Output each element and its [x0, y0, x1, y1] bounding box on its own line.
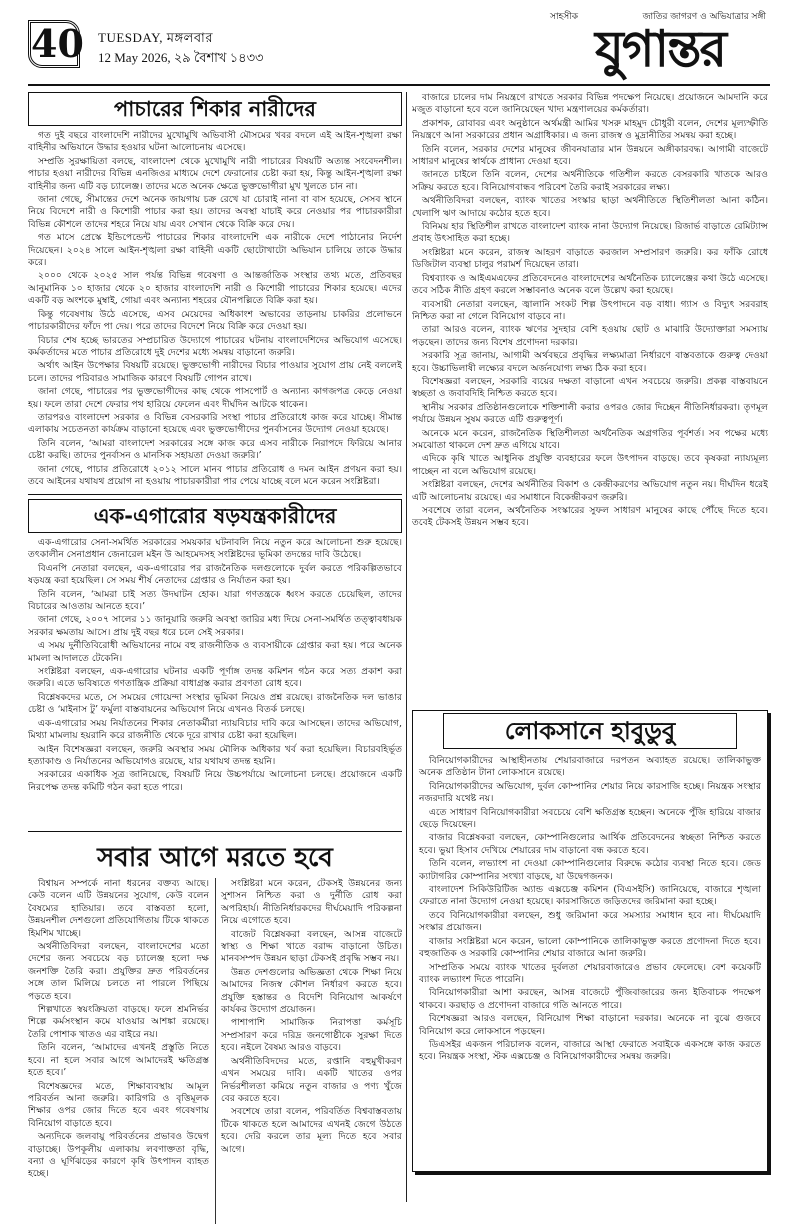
- paragraph: অর্থনীতিবিদদের মতে, রপ্তানি বহুমুখীকরণ এখন সময়ের দাবি। একটি খাতের ওপর নির্ভরশীলতা কমিয়ে নতুন বাজার ও পণ্য খুঁজে বের করতে হবে।: [221, 1055, 402, 1104]
- right-column: [412, 92, 768, 1202]
- paragraph: বিশেষজ্ঞরা আরও বলছেন, বিনিয়োগ শিক্ষা বাড়ানো দরকার। অনেকে না বুঝে গুজবে বিনিয়োগ করে লোকসানে পড়ছেন।: [419, 1013, 761, 1037]
- headline-loss: লোকসানে হাবুডুবু: [443, 713, 737, 749]
- date-label: 12 May 2026, ২৯ বৈশাখ ১৪৩৩: [98, 50, 264, 65]
- body-first-die: [28, 878, 402, 1224]
- paragraph: বাজেট বিশ্লেষকরা বলছেন, আসন্ন বাজেটে স্বাস্থ্য ও শিক্ষা খাতে বরাদ্দ বাড়ানো উচিত। মানবসম্পদ উন্নয়ন ছাড়া টেকসই প্রবৃদ্ধি সম্ভব নয়।: [221, 928, 402, 965]
- paragraph: স্থানীয় সরকার প্রতিষ্ঠানগুলোকে শক্তিশালী করার ওপরও জোর দিচ্ছেন নীতিনির্ধারকরা। তৃণমূল পর্যায়ে উন্নয়ন সুষম করতে এটি গুরুত্বপূর্ণ।: [412, 401, 768, 426]
- paragraph: বিনিয়োগকারীদের আস্থাহীনতায় শেয়ারবাজারে দরপতন অব্যাহত রয়েছে। তালিকাভুক্ত অনেক প্রতিষ্ঠান টানা লোকসানে রয়েছে।: [419, 755, 761, 779]
- paragraph: বাজার বিশ্লেষকরা বলছেন, কোম্পানিগুলোর আর্থিক প্রতিবেদনের স্বচ্ছতা নিশ্চিত করতে হবে। ভুয়া হিসাব দেখিয়ে শেয়ারের দাম বাড়ানো বন্ধ করতে হবে।: [419, 832, 761, 856]
- paragraph: সরকারের একাধিক সূত্র জানিয়েছে, বিষয়টি নিয়ে উচ্চপর্যায়ে আলোচনা চলছে। প্রয়োজনে একটি নিরপেক্ষ তদন্ত কমিটি গঠন করা হতে পারে।: [28, 769, 402, 793]
- dateline: [98, 28, 298, 68]
- paragraph: জানা গেছে, সীমান্তের দেশে অনেক জায়গায় চক্র রেখে যা চোরাই নানা বা বাস হয়েছে, সেসব স্থানে নিয়ে বিদেশে নারী ও কিশোরী পাচার করা হয়। তাদের অবস্থা যাচাই করে নেওয়ার পর পাচারকারীরা বিভিন্ন কৌশলে তাদের শহরে নিয়ে যায় এবং সেখান থেকে বিক্রি করে দেয়।: [28, 194, 402, 230]
- body-loss: [413, 751, 767, 1171]
- body-conspiracy: [28, 537, 402, 827]
- paragraph: জানতে চাইলে তিনি বলেন, দেশের অর্থনীতিকে গতিশীল করতে বেসরকারি খাতকে আরও সক্রিয় করতে হবে। বিনিয়োগবান্ধব পরিবেশ তৈরি করাই সরকারের লক্ষ্য।: [412, 169, 768, 193]
- paragraph: এক-এগারোর সময় নির্যাতনের শিকার নেতাকর্মীরা ন্যায়বিচার দাবি করে আসছেন। তাদের অভিযোগ, মিথ্যা মামলায় হয়রানি করে রাজনীতি থেকে দূরে রাখার চেষ্টা করা হয়েছিল।: [28, 717, 402, 742]
- masthead: [520, 10, 770, 80]
- divider: [28, 494, 402, 495]
- article-trafficking: [28, 92, 402, 490]
- paragraph: বিনিয়োগকারীদের অভিযোগ, দুর্বল কোম্পানির শেয়ার নিয়ে কারসাজি হচ্ছে। নিয়ন্ত্রক সংস্থার নজরদারি যথেষ্ট নয়।: [419, 780, 761, 805]
- paragraph: জানা গেছে, পাচারের পর ভুক্তভোগীদের কাছ থেকে পাসপোর্ট ও অন্যান্য কাগজপত্র কেড়ে নেওয়া হয়। ফলে তারা দেশে ফেরার পথ হারিয়ে ফেলেন এবং দীর্ঘদিন আটকে থাকেন।: [28, 386, 402, 410]
- paragraph: বাংলাদেশ সিকিউরিটিজ অ্যান্ড এক্সচেঞ্জ কমিশন (বিএসইসি) জানিয়েছে, বাজারে শৃঙ্খলা ফেরাতে নানা উদ্যোগ নেওয়া হয়েছে। কারসাজিতে জড়িতদের জরিমানা করা হচ্ছে।: [419, 884, 761, 908]
- paragraph: ২০০০ থেকে ২০২৫ সাল পর্যন্ত বিভিন্ন গবেষণা ও আন্তর্জাতিক সংস্থার তথ্য মতে, প্রতিবছর আনুমানিক ১০ হাজার থেকে ২০ হাজার বাংলাদেশি নারী ও কিশোরী পাচারের শিকার হয়েছে। এদের একটি বড় অংশকে মুম্বাই, গোয়া এবং অন্যান্য শহরের যৌনপল্লিতে বিক্রি করা হয়।: [28, 270, 402, 307]
- paragraph: গত দুই বছরে বাংলাদেশি নারীদের মুখোমুখি অভিবাসী মৌসমের খবর বদলে এই আইন-শৃঙ্খলা রক্ষা বাহিনীর অভিযানে উদ্ধার হওয়ার ঘটনা আলোচনায় এসেছে।: [28, 130, 402, 154]
- paragraph: সংশ্লিষ্টরা মনে করেন, রাজস্ব আহরণ বাড়াতে করজাল সম্প্রসারণ জরুরি। কর ফাঁকি রোধে ডিজিটাল ব্যবস্থা চালুর পরামর্শ দিয়েছেন তারা।: [412, 246, 768, 271]
- paragraph: পাশাপাশি সামাজিক নিরাপত্তা কর্মসূচি সম্প্রসারণ করে দরিদ্র জনগোষ্ঠীকে সুরক্ষা দিতে হবে। নইলে বৈষম্য আরও বাড়বে।: [221, 1017, 402, 1054]
- paragraph: তবে বিনিয়োগকারীরা বলছেন, শুধু জরিমানা করে সমস্যার সমাধান হবে না। দীর্ঘমেয়াদি সংস্কার প্রয়োজন।: [419, 909, 761, 934]
- masthead-tag-right: জাতির জাগরণ ও অভিযাত্রার সঙ্গী: [642, 12, 766, 22]
- body-right-top: [412, 92, 768, 704]
- paragraph: কিন্তু গবেষণায় উঠে এসেছে, এসব মেয়েদের অধিকাংশ অভাবের তাড়নায় চাকরির প্রলোভনে পাচারকারীদের ফাঁদে পা দেয়। পরে তাদের বিদেশে নিয়ে বিক্রি করে দেওয়া হয়।: [28, 308, 402, 333]
- masthead-title: যুগান্তর: [594, 20, 726, 78]
- paragraph: বিশ্লেষকদের মতে, সে সময়ের গোয়েন্দা সংস্থার ভূমিকা নিয়েও প্রশ্ন রয়েছে। রাজনৈতিক দল ভাঙার চেষ্টা ও ‘মাইনাস টু’ ফর্মুলা বাস্তবায়নের অভিযোগ নিয়ে এখনও বিতর্ক চলছে।: [28, 691, 402, 716]
- paragraph: অর্থনীতিবিদরা বলছেন, ব্যাংক খাতের সংস্কার ছাড়া অর্থনীতিতে স্থিতিশীলতা আনা কঠিন। খেলাপি ঋণ আদায়ে কঠোর হতে হবে।: [412, 195, 768, 219]
- paragraph: সংশ্লিষ্টরা বলছেন, দেশের অর্থনীতির বিকাশ ও কেন্দ্রীকরণের অভিযোগ নতুন নয়। দীর্ঘদিন ধরেই এটি আলোচনায় রয়েছে। এর সমাধানে বিকেন্দ্রীকরণ জরুরি।: [412, 479, 768, 503]
- paragraph: তিনি বলেন, ‘আমাদের এখনই প্রস্তুতি নিতে হবে। না হলে সবার আগে আমাদেরই ক্ষতিগ্রস্ত হতে হবে।’: [28, 1042, 209, 1079]
- paragraph: জানা গেছে, পাচার প্রতিরোধে ২০১২ সালে মানব পাচার প্রতিরোধ ও দমন আইন প্রণয়ন করা হয়। তবে আইনের যথাযথ প্রয়োগ না হওয়ায় পাচারকারীরা পার পেয়ে যাচ্ছে বলে মনে করেন সংশ্লিষ্টরা।: [28, 463, 402, 487]
- headline-trafficking: পাচারের শিকার নারীদের: [28, 92, 402, 126]
- paragraph: তারপরও বাংলাদেশ সরকার ও বিভিন্ন বেসরকারি সংস্থা পাচার প্রতিরোধে কাজ করে যাচ্ছে। সীমান্ত এলাকায় সচেতনতা কার্যক্রম বাড়ানো হয়েছে এবং ভুক্তভোগীদের পুনর্বাসনের উদ্যোগ নেওয়া হয়েছে।: [28, 411, 402, 436]
- paragraph: এদিকে কৃষি খাতে আধুনিক প্রযুক্তি ব্যবহারের ফলে উৎপাদন বাড়ছে। তবে কৃষকরা ন্যায্যমূল্য পাচ্ছেন না বলে অভিযোগ রয়েছে।: [412, 453, 768, 477]
- paragraph: তিনি বলেন, ‘আমরা বাংলাদেশ সরকারের সঙ্গে কাজ করে এসব নারীকে নিরাপদে ফিরিয়ে আনার চেষ্টা করছি। তাদের পুনর্বাসন ও মানসিক সহায়তা দেওয়া জরুরি।’: [28, 437, 402, 462]
- paragraph: সাম্প্রতিক সময়ে ব্যাংক খাতের দুর্বলতা শেয়ারবাজারেও প্রভাব ফেলেছে। বেশ কয়েকটি ব্যাংক লভ্যাংশ দিতে পারেনি।: [419, 961, 761, 985]
- paragraph: সরকারি সূত্র জানায়, আগামী অর্থবছরে প্রবৃদ্ধির লক্ষ্যমাত্রা নির্ধারণে বাস্তবতাকে গুরুত্ব দেওয়া হবে। উচ্চাভিলাষী লক্ষ্যের বদলে অর্জনযোগ্য লক্ষ্য ঠিক করা হবে।: [412, 350, 768, 374]
- page-number: 40: [28, 20, 80, 68]
- paragraph: প্রকাশক, রোবাবর এবং অনুষ্ঠানে অর্থমন্ত্রী আমির খসরু মাহমুদ চৌধুরী বলেন, দেশের মূল্যস্ফীতি নিয়ন্ত্রণে আনা সরকারের প্রধান অগ্রাধিকার। এ জন্য রাজস্ব ও মুদ্রানীতির সমন্বয় করা হচ্ছে।: [412, 117, 768, 142]
- paragraph: বিএনপি নেতারা বলছেন, এক-এগারোর পর রাজনৈতিক দলগুলোকে দুর্বল করতে পরিকল্পিতভাবে ষড়যন্ত্র করা হয়েছিল। সে সময় শীর্ষ নেতাদের গ্রেপ্তার ও নির্যাতন করা হয়।: [28, 562, 402, 587]
- paragraph: জানা গেছে, ২০০৭ সালের ১১ জানুয়ারি জরুরি অবস্থা জারির মধ্য দিয়ে সেনা-সমর্থিত তত্ত্বাবধায়ক সরকার ক্ষমতায় আসে। প্রায় দুই বছর ধরে চলে সেই সরকার।: [28, 614, 402, 638]
- left-column: [28, 92, 402, 1202]
- paragraph: তিনি বলেন, ‘আমরা চাই সত্য উদঘাটন হোক। যারা গণতন্ত্রকে ধ্বংস করতে চেয়েছিল, তাদের বিচারের আওতায় আনতে হবে।’: [28, 588, 402, 613]
- paragraph: বিচার শেষ হচ্ছে ভারতের সম্প্রচারিত উদ্যোগে পাচারের ঘটনায় বাংলাদেশিদের অভিযোগ এসেছে। কর্মকর্তাদের মতে পাচার প্রতিরোধে দুই দেশের মধ্যে সমন্বয় বাড়ানো জরুরি।: [28, 334, 402, 358]
- paragraph: আইন বিশেষজ্ঞরা বলছেন, জরুরি অবস্থার সময় মৌলিক অধিকার খর্ব করা হয়েছিল। বিচারবহির্ভূত হত্যাকাণ্ড ও নির্যাতনের অভিযোগও রয়েছে, যার যথাযথ তদন্ত হয়নি।: [28, 743, 402, 767]
- paragraph: বিনিয়োগকারীরা আশা করছেন, আসন্ন বাজেটে পুঁজিবাজারের জন্য ইতিবাচক পদক্ষেপ থাকবে। করছাড় ও প্রণোদনা বাজারে গতি আনতে পারে।: [419, 987, 761, 1011]
- paragraph: অনেকে মনে করেন, রাজনৈতিক স্থিতিশীলতা অর্থনৈতিক অগ্রগতির পূর্বশর্ত। সব পক্ষের মধ্যে সমঝোতা থাকলে দেশ দ্রুত এগিয়ে যাবে।: [412, 427, 768, 451]
- body-trafficking: [28, 130, 402, 490]
- paragraph: বিশেষজ্ঞরা বলছেন, সরকারি ব্যয়ের দক্ষতা বাড়ানো এখন সবচেয়ে জরুরি। প্রকল্প বাস্তবায়নে স্বচ্ছতা ও জবাবদিহি নিশ্চিত করতে হবে।: [412, 375, 768, 400]
- column-divider: [406, 92, 407, 1202]
- paragraph: তিনি বলেন, লভ্যাংশ না দেওয়া কোম্পানিগুলোর বিরুদ্ধে কঠোর ব্যবস্থা নিতে হবে। জেড ক্যাটাগরির কোম্পানির সংখ্যা বাড়ছে, যা উদ্বেগজনক।: [419, 858, 761, 882]
- paragraph: গত মাসে প্রেস্কে ইন্ডিপেন্ডেন্ট পাচারের শিকার বাংলাদেশি এক নারীকে দেশে পাঠানোর নির্দেশ দিয়েছেন। ২০২৪ সালে আইন-শৃঙ্খলা রক্ষা বাহিনী একটি ছোটোখাটো অভিযান চালিয়ে তাকে উদ্ধার করে।: [28, 232, 402, 269]
- paragraph: বিশ্বায়ন সম্পর্কে নানা ধরনের বক্তব্য আছে। কেউ বলেন এটি উন্নয়নের সুযোগ, কেউ বলেন বৈষম্যের হাতিয়ার। তবে বাস্তবতা হলো, উন্নয়নশীল দেশগুলো প্রতিযোগিতায় টিকে থাকতে হিমশিম খাচ্ছে।: [28, 878, 209, 939]
- paragraph: বিনিময় হার স্থিতিশীল রাখতে বাংলাদেশ ব্যাংক নানা উদ্যোগ নিয়েছে। রিজার্ভ বাড়াতে রেমিট্যান্স প্রবাহ উৎসাহিত করা হচ্ছে।: [412, 221, 768, 245]
- paragraph: বিশ্বব্যাংক ও আইএমএফের প্রতিবেদনেও বাংলাদেশের অর্থনৈতিক চ্যালেঞ্জের কথা উঠে এসেছে। তবে সঠিক নীতি গ্রহণ করলে সম্ভাবনাও অনেক বলে উল্লেখ করা হয়েছে।: [412, 272, 768, 297]
- paragraph: তিনি বলেন, সরকার দেশের মানুষের জীবনযাত্রার মান উন্নয়নে অঙ্গীকারবদ্ধ। আগামী বাজেটে সাধারণ মানুষের স্বার্থকে প্রাধান্য দেওয়া হবে।: [412, 143, 768, 168]
- paragraph: ডিএসইর একজন পরিচালক বলেন, বাজারে আস্থা ফেরাতে সবাইকে একসঙ্গে কাজ করতে হবে। নিয়ন্ত্রক সংস্থা, স্টক এক্সচেঞ্জ ও বিনিয়োগকারীদের সমন্বয় জরুরি।: [419, 1038, 761, 1063]
- paragraph: উন্নত দেশগুলোর অভিজ্ঞতা থেকে শিক্ষা নিয়ে আমাদের নিজস্ব কৌশল নির্ধারণ করতে হবে। প্রযুক্তি হস্তান্তর ও বিদেশি বিনিয়োগ আকর্ষণে কার্যকর উদ্যোগ প্রয়োজন।: [221, 966, 402, 1016]
- paragraph: বিশেষজ্ঞদের মতে, শিক্ষাব্যবস্থায় আমূল পরিবর্তন আনা জরুরি। কারিগরি ও বৃত্তিমূলক শিক্ষার ওপর জোর দিতে হবে এবং গবেষণায় বিনিয়োগ বাড়াতে হবে।: [28, 1080, 209, 1129]
- paragraph: ব্যবসায়ী নেতারা বলছেন, জ্বালানি সংকট শিল্প উৎপাদনে বড় বাধা। গ্যাস ও বিদ্যুৎ সরবরাহ নিশ্চিত করা না গেলে বিনিয়োগ বাড়বে না।: [412, 298, 768, 322]
- headline-first-die: সবার আগে মরতে হবে: [97, 843, 333, 873]
- paragraph: এ সময় দুর্নীতিবিরোধী অভিযানের নামে বহু রাজনীতিক ও ব্যবসায়ীকে গ্রেপ্তার করা হয়। পরে অনেক মামলা আদালতে টেকেনি।: [28, 640, 402, 664]
- paragraph: শিল্পখাতে স্বয়ংক্রিয়তা বাড়ছে। ফলে শ্রমনির্ভর শিল্পে কর্মসংস্থান কমে যাওয়ার আশঙ্কা রয়েছে। তৈরি পোশাক খাতও এর বাইরে নয়।: [28, 1004, 209, 1040]
- paragraph: সবশেষে তারা বলেন, পরিবর্তিত বিশ্ববাস্তবতায় টিকে থাকতে হলে আমাদের এখনই জেগে উঠতে হবে। দেরি করলে তার মূল্য দিতে হবে সবার আগে।: [221, 1106, 402, 1155]
- divider: [28, 831, 402, 832]
- paragraph: সংশ্লিষ্টরা মনে করেন, টেকসই উন্নয়নের জন্য সুশাসন নিশ্চিত করা ও দুর্নীতি রোধ করা অপরিহার্য। নীতিনির্ধারকদের দীর্ঘমেয়াদি পরিকল্পনা নিয়ে এগোতে হবে।: [221, 878, 402, 927]
- paragraph: অর্থাৎ আইন উপেক্ষার বিষয়টি রয়েছে। ভুক্তভোগী নারীদের বিচার পাওয়ার সুযোগ প্রায় নেই বললেই চলে। তাদের পরিবারও সামাজিক কারণে বিষয়টি গোপন রাখে।: [28, 360, 402, 384]
- header-rule: [28, 84, 770, 86]
- paragraph: বাজারে চালের দাম নিয়ন্ত্রণে রাখতে সরকার বিভিন্ন পদক্ষেপ নিয়েছে। প্রয়োজনে আমদানি করে মজুত বাড়ানো হবে বলে জানিয়েছেন খাদ্য মন্ত্রণালয়ের কর্মকর্তারা।: [412, 92, 768, 116]
- paragraph: এতে সাধারণ বিনিয়োগকারীরা সবচেয়ে বেশি ক্ষতিগ্রস্ত হচ্ছেন। অনেকে পুঁজি হারিয়ে বাজার ছেড়ে দিয়েছেন।: [419, 806, 761, 831]
- article-first-die: [28, 836, 402, 1224]
- paragraph: বাজার সংশ্লিষ্টরা মনে করেন, ভালো কোম্পানিকে তালিকাভুক্ত করতে প্রণোদনা দিতে হবে। বহুজাতিক ও সরকারি কোম্পানির শেয়ার বাজারে আনা জরুরি।: [419, 935, 761, 960]
- masthead-tag-left: সাহসীক: [550, 12, 579, 22]
- paragraph: সংশ্লিষ্টরা বলছেন, এক-এগারোর ঘটনার একটি পূর্ণাঙ্গ তদন্ত কমিশন গঠন করে সত্য প্রকাশ করা জরুরি। এতে ভবিষ্যতে গণতান্ত্রিক প্রক্রিয়া বাধাগ্রস্ত করার প্রবণতা রোধ হবে।: [28, 666, 402, 690]
- day-label: TUESDAY, মঙ্গলবার: [98, 30, 213, 45]
- paragraph: সম্প্রতি সুরক্ষায়িতা বলছে, বাংলাদেশ থেকে মুখোমুখি নারী পাচারের বিষয়টি অত্যন্ত সংবেদনশীল। পাচার হওয়া নারীদের বিভিন্ন এনজিওর মাধ্যমে দেশে ফেরানোর চেষ্টা করা হয়, কিন্তু আইন-শৃঙ্খলা রক্ষা বাহিনীর জন্য এটি বড় চ্যালেঞ্জ। তাদের মতে অনেক ক্ষেত্রে ভুক্তভোগীরা মুখ খুলতে চান না।: [28, 155, 402, 192]
- paragraph: এক-এগারোর সেনা-সমর্থিত সরকারের সময়কার ঘটনাবলি নিয়ে নতুন করে আলোচনা শুরু হয়েছে। তৎকালীন সেনাপ্রধান জেনারেল মইন উ আহমেদসহ সংশ্লিষ্টদের ভূমিকা তদন্তের দাবি উঠেছে।: [28, 537, 402, 561]
- paragraph: তারা আরও বলেন, ব্যাংক ঋণের সুদহার বেশি হওয়ায় ছোট ও মাঝারি উদ্যোক্তারা সমস্যায় পড়ছেন। তাদের জন্য বিশেষ প্রণোদনা দরকার।: [412, 324, 768, 348]
- headline-conspiracy: এক-এগারোর ষড়যন্ত্রকারীদের: [28, 499, 402, 533]
- paragraph: অন্যদিকে জলবায়ু পরিবর্তনের প্রভাবও উদ্বেগ বাড়াচ্ছে। উপকূলীয় এলাকায় লবণাক্ততা বৃদ্ধি, বন্যা ও ঘূর্ণিঝড়ের কারণে কৃষি উৎপাদন ব্যাহত হচ্ছে।: [28, 1131, 209, 1180]
- paragraph: সবশেষে তারা বলেন, অর্থনৈতিক সংস্কারের সুফল সাধারণ মানুষের কাছে পৌঁছে দিতে হবে। তবেই টেকসই উন্নয়ন সম্ভব হবে।: [412, 505, 768, 529]
- article-loss: [412, 710, 768, 1172]
- paragraph: অর্থনীতিবিদরা বলছেন, বাংলাদেশের মতো দেশের জন্য সবচেয়ে বড় চ্যালেঞ্জ হলো দক্ষ জনশক্তি তৈরি করা। প্রযুক্তির দ্রুত পরিবর্তনের সঙ্গে তাল মিলিয়ে চলতে না পারলে পিছিয়ে পড়তে হবে।: [28, 941, 209, 1002]
- article-conspiracy: [28, 499, 402, 827]
